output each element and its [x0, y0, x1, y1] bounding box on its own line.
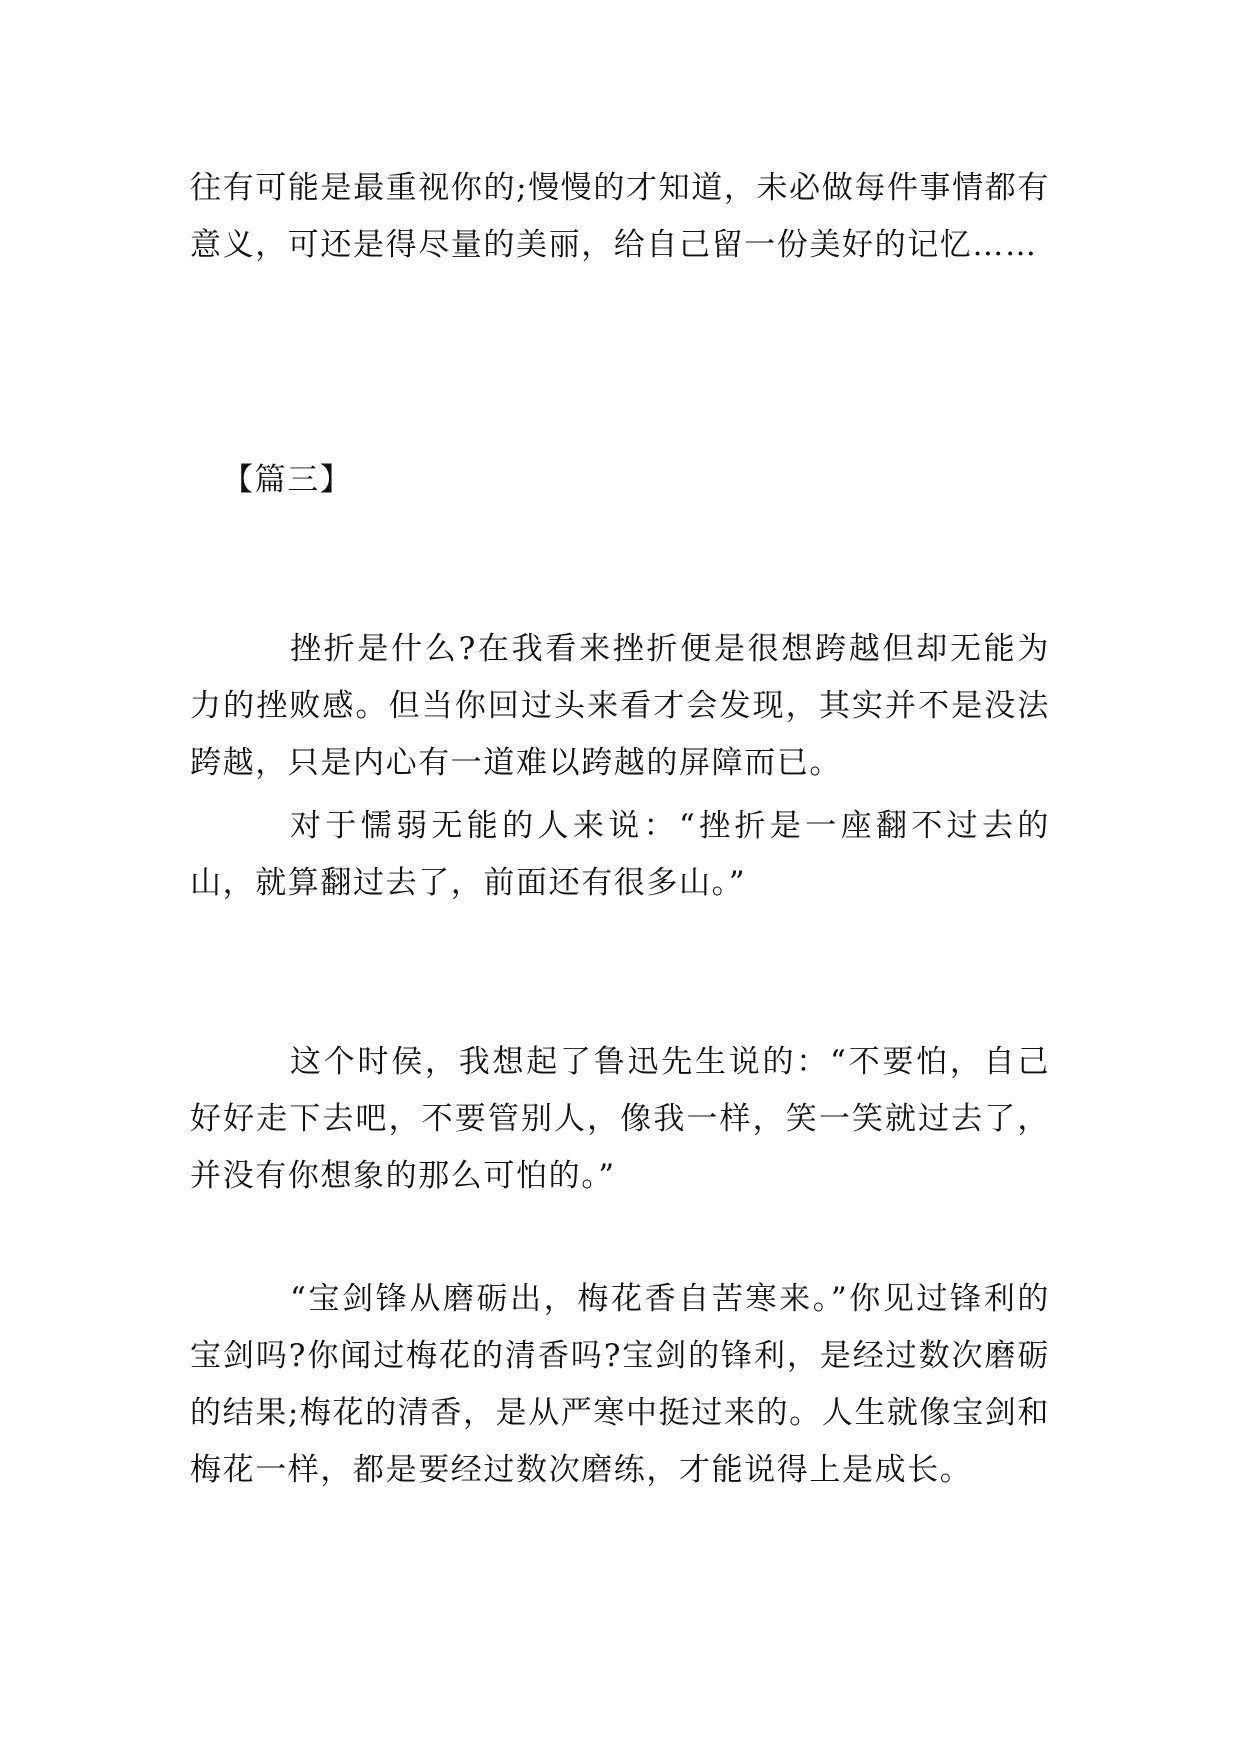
- paragraph-lu-xun-quote: 这个时侯，我想起了鲁迅先生说的：“不要怕，自己好好走下去吧，不要管别人，像我一样，笑一笑就过去了，并没有你想象的那么可怕的。”: [190, 1044, 1050, 1194]
- paragraph-continued: 往有可能是最重视你的;慢慢的才知道，未必做每件事情都有意义，可还是得尽量的美丽，给自己留一份美好的记忆……: [190, 170, 1050, 263]
- section-heading: 【篇三】: [222, 462, 353, 498]
- paragraph-sword-plum: “宝剑锋从磨砺出，梅花香自苦寒来。”你见过锋利的宝剑吗?你闻过梅花的清香吗?宝剑的锋利，是经过数次磨砺的结果;梅花的清香，是从严寒中挺过来的。人生就像宝剑和梅花一样，都是要经过数次磨练，才能说得上是成长。: [190, 1281, 1050, 1488]
- paragraph-setback-definition: 挫折是什么?在我看来挫折便是很想跨越但却无能为力的挫败感。但当你回过头来看才会发现，其实并不是没法跨越，只是内心有一道难以跨越的屏障而已。: [190, 631, 1050, 781]
- paragraph-weak-people: 对于懦弱无能的人来说：“挫折是一座翻不过去的山，就算翻过去了，前面还有很多山。”: [190, 808, 1050, 901]
